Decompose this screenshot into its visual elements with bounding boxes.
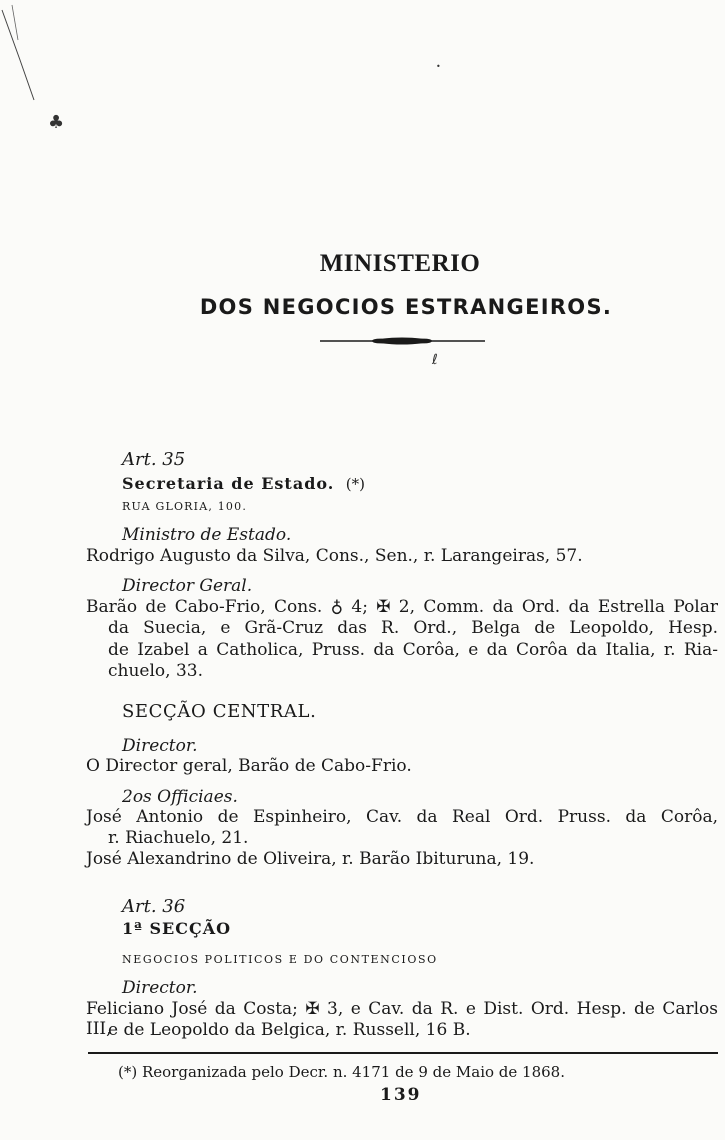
person-entry: O Director geral, Barão de Cabo-Frio.: [86, 756, 412, 776]
ink-mark: ℓ: [432, 352, 438, 368]
person-entry-line: Feliciano José da Costa; ✠ 3, e Cav. da R. e Dist. Ord. Hesp. de Carlos III,: [86, 999, 718, 1039]
ministry-title: MINISTERIO: [319, 250, 481, 277]
section-title: SECÇÃO CENTRAL.: [122, 701, 317, 722]
scan-edge-marks: [0, 0, 40, 110]
section-title: Secretaria de Estado.: [122, 474, 335, 493]
article-number: Art. 35: [122, 449, 186, 470]
footnote: (*) Reorganizada pelo Decr. n. 4171 de 9 de Maio de 1868.: [118, 1063, 565, 1081]
role-label: Director Geral.: [122, 576, 253, 596]
footnote-marker: (*): [345, 475, 365, 493]
person-entry-line: de Izabel a Catholica, Pruss. da Corôa, e da Corôa da Italia, r. Ria-: [108, 640, 718, 660]
address: RUA GLORIA, 100.: [122, 500, 248, 513]
role-label: Director.: [122, 736, 198, 756]
ink-dot: •: [436, 62, 441, 71]
role-label: Director.: [122, 978, 198, 998]
person-entry: Rodrigo Augusto da Silva, Cons., Sen., r. Larangeiras, 57.: [86, 546, 583, 566]
article-number: Art. 36: [122, 896, 186, 917]
person-entry-line: Barão de Cabo-Frio, Cons. ♁ 4; ✠ 2, Comm. da Ord. da Estrella Polar: [86, 597, 718, 617]
ministry-subtitle: DOS NEGOCIOS ESTRANGEIROS.: [199, 295, 613, 319]
section-title: 1ª SECÇÃO: [122, 919, 232, 938]
person-entry-line: José Alexandrino de Oliveira, r. Barão Ibituruna, 19.: [86, 849, 535, 869]
person-entry-line: chuelo, 33.: [108, 661, 203, 681]
ink-mark: ♣: [48, 112, 65, 133]
page-number: 139: [380, 1085, 422, 1105]
section-subtitle: NEGOCIOS POLITICOS E DO CONTENCIOSO: [122, 953, 438, 966]
person-entry-line: José Antonio de Espinheiro, Cav. da Real Ord. Pruss. da Corôa,: [86, 807, 718, 827]
ornament-rule-icon: [320, 336, 485, 346]
role-label: 2os Officiaes.: [122, 787, 238, 807]
footnote-divider: [88, 1052, 718, 1054]
role-label: Ministro de Estado.: [122, 525, 292, 545]
person-entry-line: r. Riachuelo, 21.: [108, 828, 249, 848]
section-heading-row: [122, 474, 365, 494]
person-entry-line: e de Leopoldo da Belgica, r. Russell, 16 B.: [108, 1020, 471, 1040]
person-entry-line: da Suecia, e Grã-Cruz das R. Ord., Belga de Leopoldo, Hesp.: [108, 618, 718, 638]
